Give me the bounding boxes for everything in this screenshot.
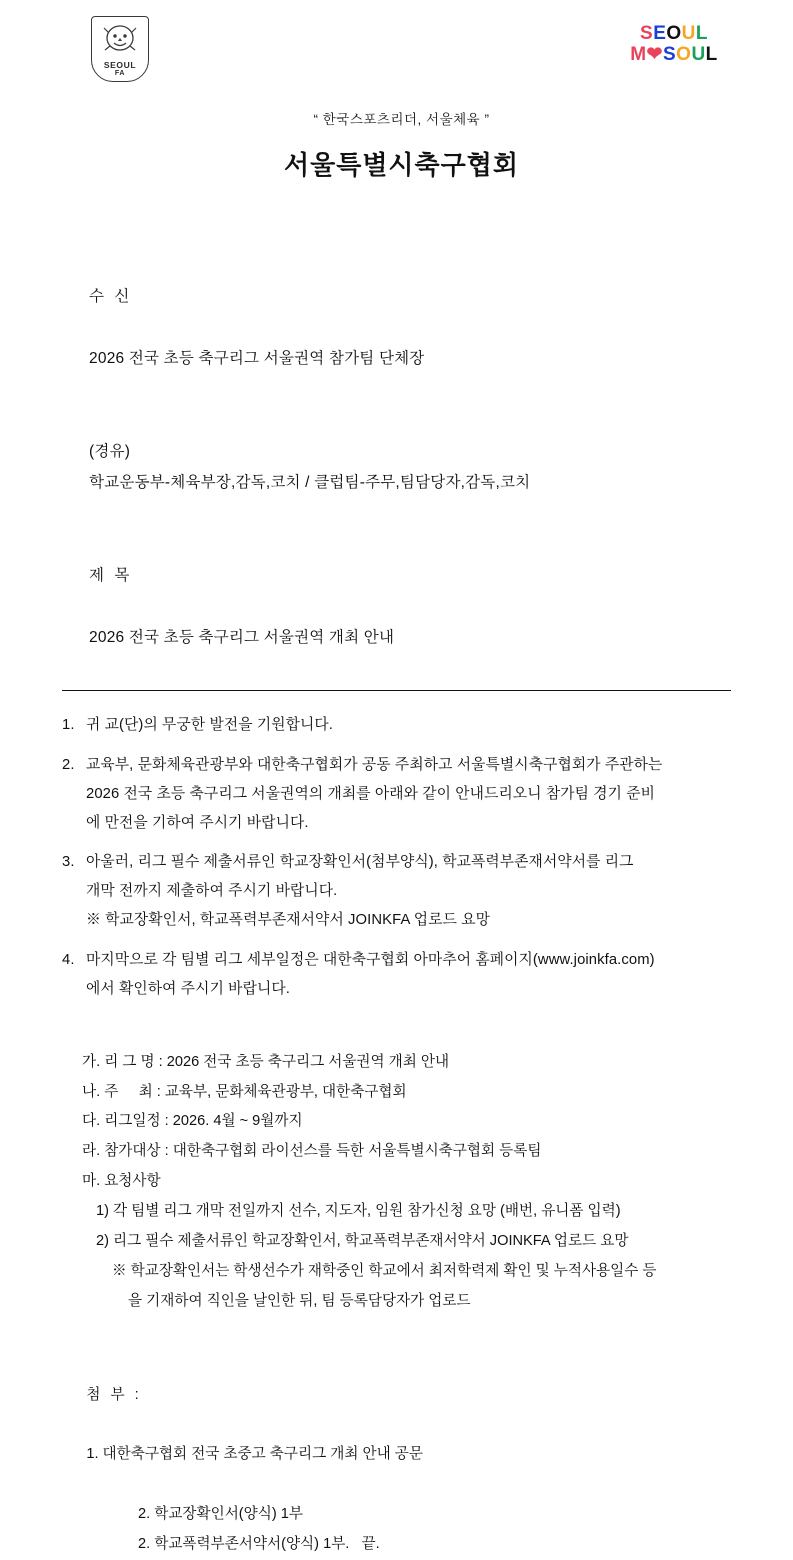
- item-line: 2026 전국 초등 축구리그 서울권역의 개최를 아래와 같이 안내드리오니 참가팀 경기 준비: [86, 785, 656, 802]
- slogan-text: “ 한국스포츠리더, 서울체육 ”: [313, 112, 490, 127]
- item-line: 교육부, 문화체육관광부와 대한축구협회가 공동 주최하고 서울특별시축구협회가 주관하는: [86, 756, 663, 773]
- item-line: 에 만전을 기하여 주시기 바랍니다.: [86, 814, 309, 831]
- addressing-block: [62, 250, 731, 691]
- item-line: 귀 교(단)의 무궁한 발전을 기원합니다.: [86, 717, 334, 733]
- attachment-row: 2. 학교장확인서(양식) 1부: [138, 1506, 303, 1523]
- organization-title: 서울특별시축구협회: [283, 150, 520, 180]
- logo-line-2: M❤SOUL: [630, 44, 718, 66]
- recipient-row: [62, 250, 731, 405]
- item-line: 마지막으로 각 팀별 리그 세부일정은 대한축구협회 아마추어 홈페이지(www.joinkfa.com): [86, 951, 655, 968]
- detail-row: 1) 각 팀별 리그 개막 전일까지 선수, 지도자, 임원 참가신청 요망 (배번, 유니폼 입력): [96, 1203, 621, 1220]
- emblem-subtext: FA: [114, 69, 126, 77]
- item-line: 에서 확인하여 주시기 바랍니다.: [86, 980, 290, 997]
- logo-line-1: SEOUL: [640, 23, 708, 44]
- detail-row: 라. 참가대상 : 대한축구협회 라이선스를 득한 서울특별시축구협회 등록팀: [82, 1143, 542, 1160]
- document-body: [62, 711, 731, 1004]
- body-item: [62, 946, 731, 1004]
- recipient-label: 수 신: [89, 288, 133, 305]
- detail-row: 마. 요청사항: [82, 1173, 161, 1190]
- detail-row: 을 기재하여 직인을 날인한 뒤, 팀 등록담당자가 업로드: [128, 1292, 471, 1309]
- lion-crest-icon: [100, 22, 140, 60]
- header-divider: [62, 690, 731, 691]
- body-item: [62, 751, 731, 838]
- subject-label: 제 목: [89, 567, 133, 584]
- item-number: 3.: [62, 854, 75, 871]
- via-label: (경유): [89, 443, 131, 460]
- document-header: [62, 0, 731, 226]
- body-item: [62, 848, 731, 935]
- seoul-my-soul-logo: [619, 24, 729, 65]
- attachment-first-row: [62, 1351, 731, 1501]
- item-number: 2.: [62, 756, 75, 773]
- attachment-block: [62, 1351, 731, 1560]
- via-row: [62, 405, 731, 529]
- recipient-value: 2026 전국 초등 축구리그 서울권역 참가팀 단체장: [89, 350, 425, 367]
- detail-row: 가. 리 그 명 : 2026 전국 초등 축구리그 서울권역 개최 안내: [82, 1053, 450, 1070]
- subject-row: [62, 529, 731, 684]
- item-number: 1.: [62, 717, 75, 733]
- detail-row: 나. 주 최 : 교육부, 문화체육관광부, 대한축구협회: [82, 1083, 407, 1100]
- item-number: 4.: [62, 951, 75, 968]
- detail-row: ※ 학교장확인서는 학생선수가 재학중인 학교에서 최저학력제 확인 및 누적사용일수 등: [112, 1262, 657, 1279]
- attachment-label: 첨 부 :: [86, 1386, 142, 1403]
- item-line: 아울러, 리그 필수 제출서류인 학교장확인서(첨부양식), 학교폭력부존재서약서를 리그: [86, 854, 634, 871]
- detail-list: [82, 1048, 731, 1317]
- detail-row: 다. 리그일정 : 2026. 4월 ~ 9월까지: [82, 1113, 303, 1130]
- seoul-fa-emblem-icon: [91, 16, 153, 94]
- item-note: ※ 학교장확인서, 학교폭력부존재서약서 JOINKFA 업로드 요망: [86, 912, 490, 929]
- via-value: 학교운동부-체육부장,감독,코치 / 클럽팀-주무,팀담당자,감독,코치: [89, 474, 531, 491]
- body-item: [62, 711, 731, 740]
- subject-value: 2026 전국 초등 축구리그 서울권역 개최 안내: [89, 629, 395, 646]
- item-line: 개막 전까지 제출하여 주시기 바랍니다.: [86, 883, 338, 900]
- attachment-row: 1. 대한축구협회 전국 초중고 축구리그 개최 안내 공문: [86, 1446, 423, 1463]
- emblem-text: SEOUL: [103, 60, 137, 70]
- attachment-row: 2. 학교폭력부존서약서(양식) 1부. 끝.: [138, 1536, 380, 1553]
- detail-row: 2) 리그 필수 제출서류인 학교장확인서, 학교폭력부존재서약서 JOINKFA 업로드 요망: [96, 1233, 629, 1250]
